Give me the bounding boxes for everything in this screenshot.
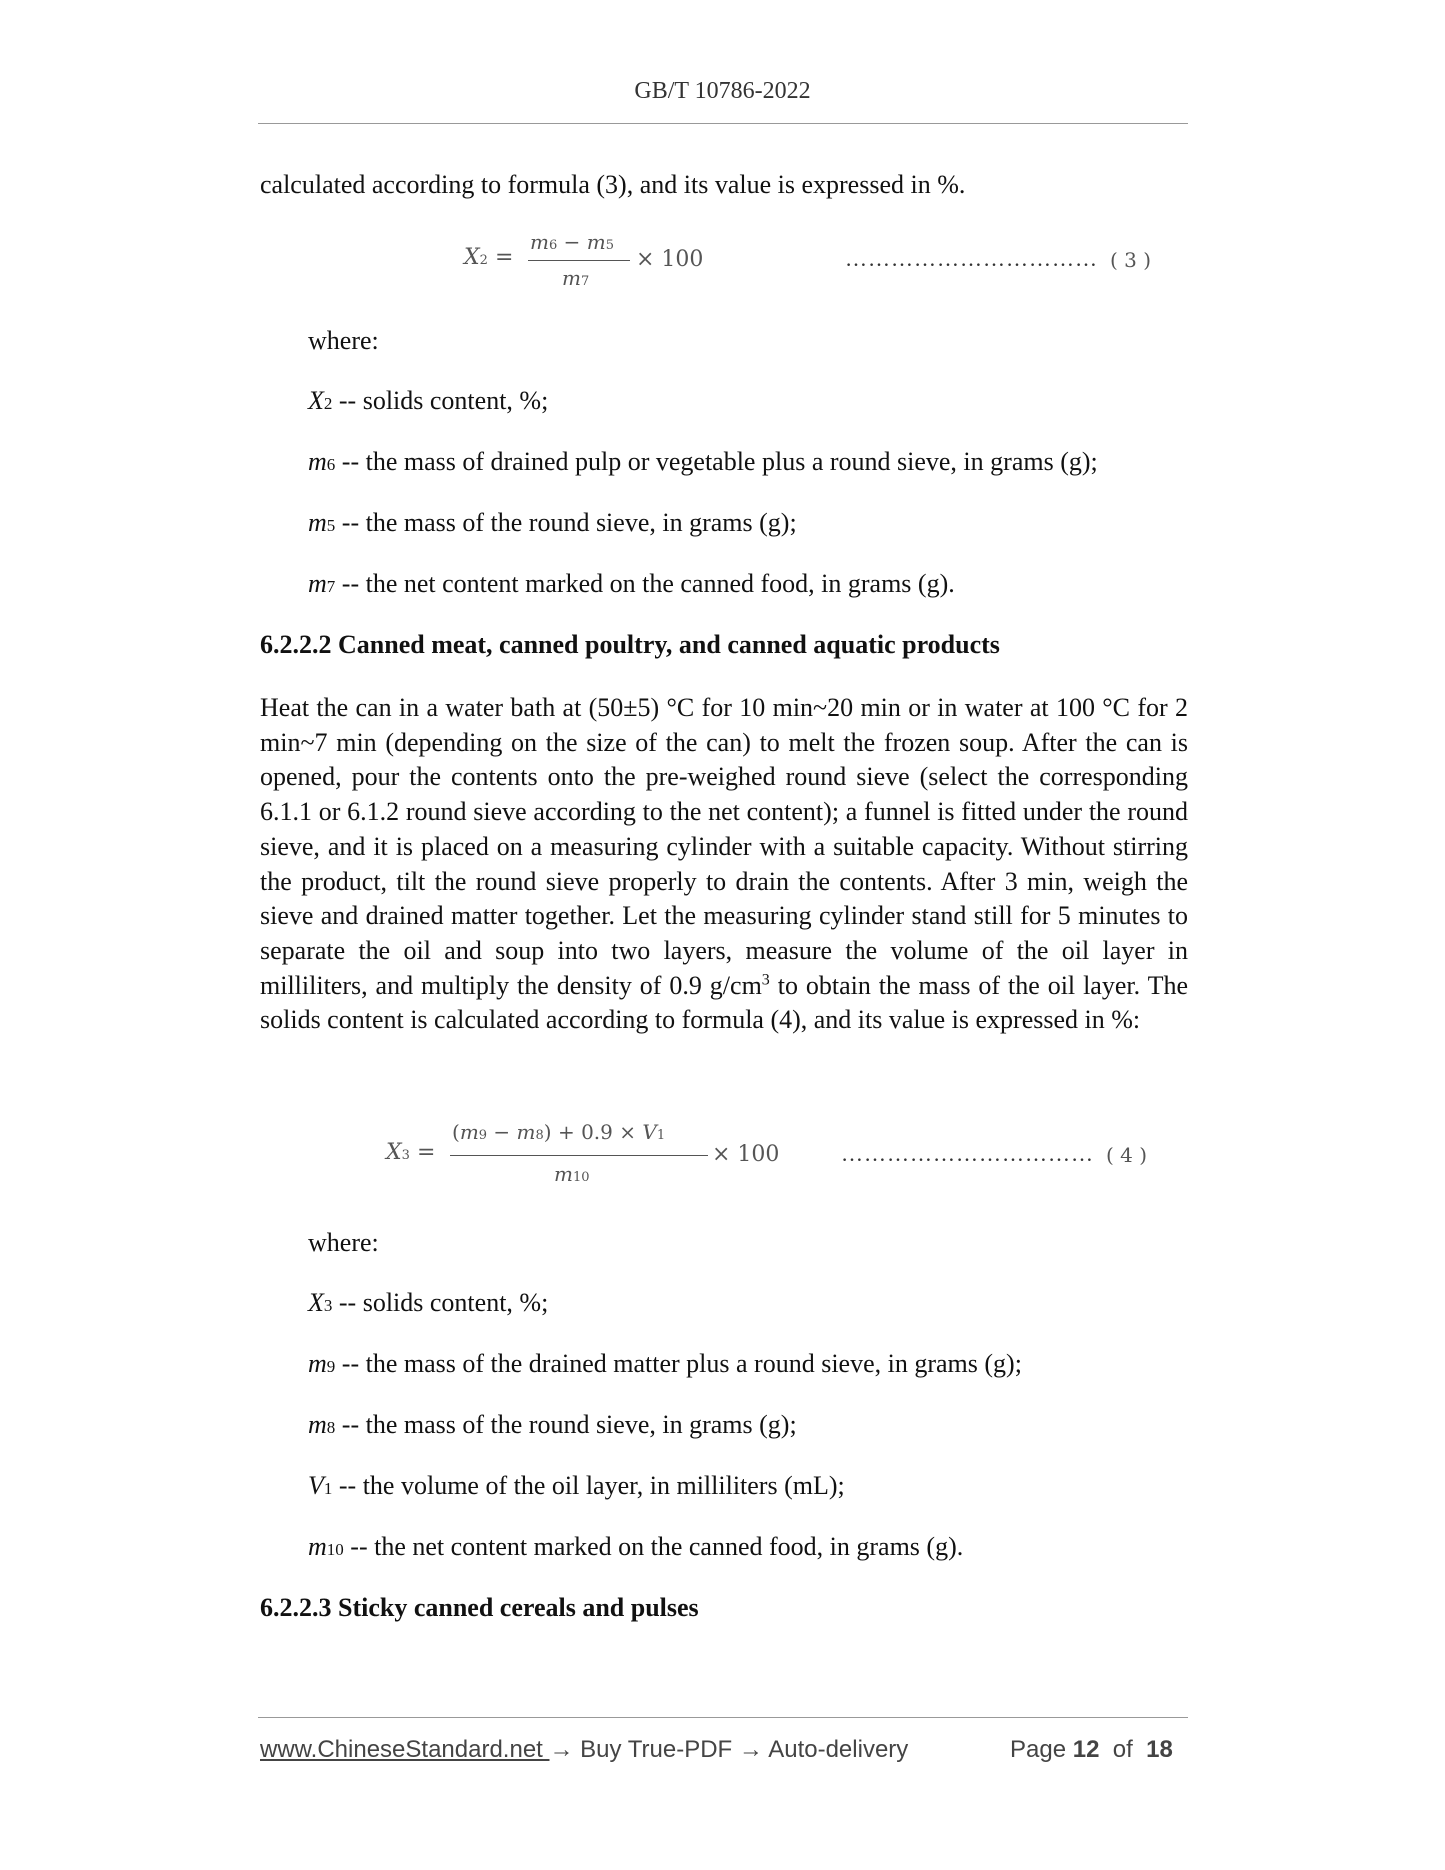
formula-3-numerator: m6 − m5: [530, 230, 614, 254]
definition-x2: X2 -- solids content, %;: [308, 386, 549, 415]
header-rule: [258, 123, 1188, 124]
definition-m8: m8 -- the mass of the round sieve, in grams (g);: [308, 1410, 797, 1439]
document-id-header: GB/T 10786-2022: [634, 78, 811, 104]
formula-3-lhs: X2 =: [464, 245, 514, 270]
footer-promo: [260, 1736, 908, 1764]
footer-promo-text: → Buy True-PDF → Auto-delivery: [549, 1736, 909, 1763]
definition-m10: m10 -- the net content marked on the canned food, in grams (g).: [308, 1532, 964, 1561]
page-indicator: Page 12 of 18: [1010, 1736, 1173, 1763]
definition-v1: V1 -- the volume of the oil layer, in milliliters (mL);: [308, 1471, 845, 1500]
definition-m7: m7 -- the net content marked on the canned food, in grams (g).: [308, 569, 955, 598]
procedure-paragraph: Heat the can in a water bath at (50±5) °C for 10 min~20 min or in water at 100 °C for 2 min~7 min (depending on the size of the can) to melt the frozen soup. After the can is opened, pour the contents onto the pre-weighed round sieve (select the corresponding 6.1.1 or 6.1.2 round sieve according to the net content); a funnel is fitted under the round sieve, and it is placed on a measuring cylinder with a suitable capacity. Without stirring the product, tilt the round sieve properly to drain the contents. After 3 min, weigh the sieve and drained matter together. Let the measuring cylinder stand still for 5 minutes to separate the oil and soup into two layers, measure the volume of the oil layer in milliliters, and multiply the density of 0.9 $g/cm^3$ to obtain the mass of the oil layer. The solids content is calculated according to formula (4), and its value is expressed in %:: [260, 693, 1188, 1035]
formula-4-fraction-bar: [450, 1155, 708, 1156]
formula-4-times: × 100: [712, 1142, 780, 1167]
chinesestandard-link[interactable]: www.ChineseStandard.net: [260, 1736, 550, 1763]
formula-3-leader-dots: ……………………………: [845, 246, 1098, 271]
where-label-2: where:: [308, 1228, 379, 1257]
definition-m5: m5 -- the mass of the round sieve, in grams (g);: [308, 508, 797, 537]
section-heading-6-2-2-3: 6.2.2.3 Sticky canned cereals and pulses: [260, 1593, 699, 1622]
formula-4-numerator: (m9 − m8) + 0.9 × V1: [452, 1120, 666, 1144]
formula-4-denominator: m10: [554, 1162, 590, 1186]
formula-3-denominator: m7: [562, 266, 590, 290]
intro-line: calculated according to formula (3), and its value is expressed in %.: [260, 170, 966, 199]
formula-4-number: ( 4 ): [1106, 1143, 1148, 1167]
definition-m9: m9 -- the mass of the drained matter plus a round sieve, in grams (g);: [308, 1349, 1022, 1378]
formula-3-times: × 100: [636, 247, 704, 272]
definition-m6: m6 -- the mass of drained pulp or vegetable plus a round sieve, in grams (g);: [308, 447, 1098, 476]
section-heading-6-2-2-2: 6.2.2.2 Canned meat, canned poultry, and canned aquatic products: [260, 630, 1000, 659]
definition-x3: X3 -- solids content, %;: [308, 1288, 549, 1317]
formula-3-number: ( 3 ): [1110, 248, 1152, 272]
footer-rule: [258, 1717, 1188, 1718]
formula-4-leader-dots: ……………………………: [841, 1141, 1094, 1166]
formula-4-lhs: X3 =: [386, 1140, 436, 1165]
formula-3-fraction-bar: [528, 260, 630, 261]
where-label-1: where:: [308, 326, 379, 355]
